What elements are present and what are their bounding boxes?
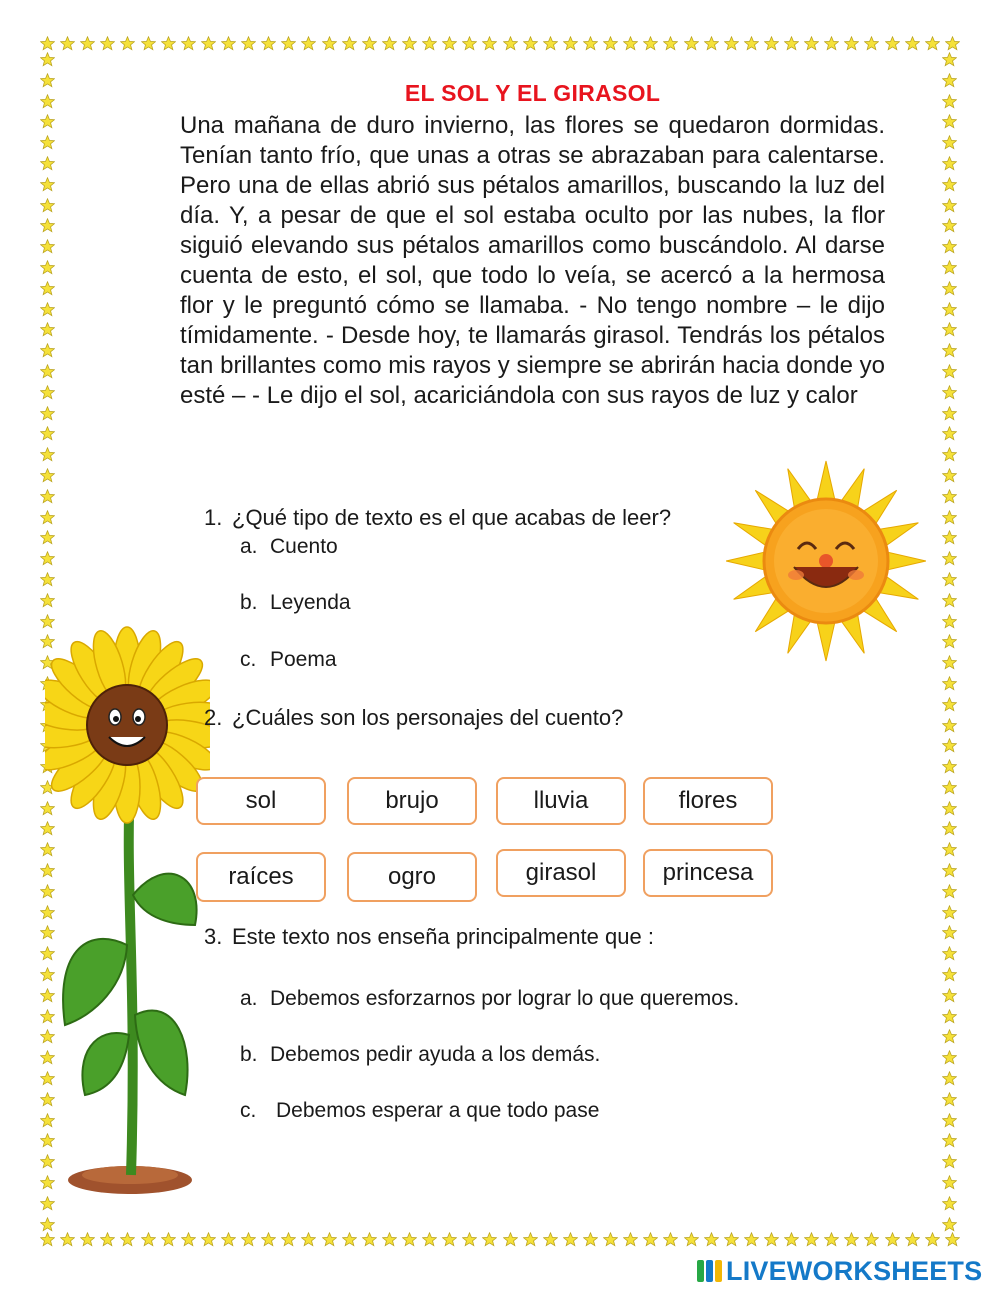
star-icon [322,36,337,51]
story-text: Una mañana de duro invierno, las flores se quedaron dormidas. Tenían tanto frío, que unas a otras se abrazaban para calentarse. Pero una de ellas abrió sus pétalos amarillos, buscando la luz del día. Y, a pesar de que el sol estaba oculto por las nubes, la flor siguió elevando sus pétalos amarillos como buscándolo. Al darse cuenta de esto, el sol, que todo lo veía, se acercó a la hermosa flor y le preguntó cómo se llamaba. - No tengo nombre – le dijo tímidamente. - Desde hoy, te llamarás girasol. Tendrás los pétalos tan brillantes como mis rayos y siempre se abrirán hacia donde yo esté – - Le dijo el sol, acariciándola con sus rayos de luz y calor [180,112,885,409]
star-icon [241,36,256,51]
star-icon [764,1232,779,1247]
star-icon [942,1071,957,1086]
star-icon [342,36,357,51]
star-icon [942,218,957,233]
q1-option-c[interactable] [240,648,337,672]
star-icon [942,156,957,171]
star-icon [942,676,957,691]
q3-option-c[interactable] [240,1099,599,1123]
star-icon [942,1175,957,1190]
star-icon [942,302,957,317]
option-text: Debemos esperar a que todo pase [276,1099,600,1122]
star-icon [942,406,957,421]
question-text: ¿Qué tipo de texto es el que acabas de leer? [232,505,672,530]
star-icon [942,925,957,940]
star-icon [40,468,55,483]
star-icon [764,36,779,51]
star-icon [942,447,957,462]
question-number: 1. [204,505,223,530]
star-icon [905,1232,920,1247]
star-icon [201,36,216,51]
star-icon [40,510,55,525]
star-icon [942,821,957,836]
star-icon [942,343,957,358]
star-icon [100,1232,115,1247]
star-icon [221,36,236,51]
choice-girasol[interactable]: girasol [496,849,626,897]
option-letter: b. [240,1043,258,1066]
star-icon [942,426,957,441]
star-icon [181,36,196,51]
star-icon [942,385,957,400]
star-icon [942,759,957,774]
star-icon [942,1050,957,1065]
star-icon [724,1232,739,1247]
star-icon [844,1232,859,1247]
star-icon [942,572,957,587]
star-icon [925,36,940,51]
question-2 [204,705,623,731]
star-icon [382,36,397,51]
star-icon [181,1232,196,1247]
star-icon [382,1232,397,1247]
star-icon [241,1232,256,1247]
star-icon [643,1232,658,1247]
star-icon [942,1092,957,1107]
star-icon [663,1232,678,1247]
star-icon [261,1232,276,1247]
star-icon [543,36,558,51]
star-icon [40,260,55,275]
option-text: Leyenda [270,591,351,614]
sunflower-icon [45,625,210,1200]
star-icon [482,1232,497,1247]
star-icon [40,593,55,608]
star-icon [942,697,957,712]
star-icon [942,884,957,899]
star-icon [942,364,957,379]
star-icon [40,218,55,233]
star-icon [864,1232,879,1247]
question-text: Este texto nos enseña principalmente que : [232,924,654,949]
q1-option-b[interactable] [240,591,351,615]
star-icon [704,36,719,51]
question-number: 2. [204,705,223,730]
star-icon [40,239,55,254]
star-icon [442,1232,457,1247]
star-icon [523,36,538,51]
star-icon [942,842,957,857]
star-icon [40,426,55,441]
star-icon [942,260,957,275]
star-icon [80,1232,95,1247]
star-icon [844,36,859,51]
star-icon [40,489,55,504]
star-icon [623,36,638,51]
star-icon [583,1232,598,1247]
star-icon [40,364,55,379]
star-icon [945,1232,960,1247]
star-icon [824,1232,839,1247]
star-icon [942,177,957,192]
star-icon [583,36,598,51]
star-icon [942,718,957,733]
star-icon [885,1232,900,1247]
star-icon [120,36,135,51]
star-icon [40,1217,55,1232]
star-icon [942,634,957,649]
page-title: EL SOL Y EL GIRASOL [404,80,661,106]
choice-brujo[interactable]: brujo [347,777,477,825]
star-icon [40,406,55,421]
star-icon [261,36,276,51]
star-icon [301,1232,316,1247]
star-icon [623,1232,638,1247]
star-icon [744,1232,759,1247]
star-icon [40,281,55,296]
star-icon [784,36,799,51]
star-icon [281,36,296,51]
star-icon [120,1232,135,1247]
option-text: Debemos esforzarnos por lograr lo que queremos. [270,987,740,1010]
star-icon [724,36,739,51]
star-icon [40,114,55,129]
star-icon [563,36,578,51]
star-icon [503,36,518,51]
star-icon [141,1232,156,1247]
star-icon [362,1232,377,1247]
star-icon [942,1154,957,1169]
star-icon [161,1232,176,1247]
star-icon [603,1232,618,1247]
star-icon [942,988,957,1003]
star-icon [942,135,957,150]
question-1 [204,505,671,531]
star-icon [362,36,377,51]
star-icon [503,1232,518,1247]
star-icon [942,946,957,961]
star-icon [221,1232,236,1247]
star-icon [905,36,920,51]
star-icon [40,156,55,171]
star-icon [40,572,55,587]
choice-sol[interactable]: sol [196,777,326,825]
option-text: Cuento [270,535,338,558]
star-icon [482,36,497,51]
q3-option-a[interactable] [240,987,739,1011]
q1-option-a[interactable] [240,535,338,559]
star-icon [40,530,55,545]
star-icon [40,177,55,192]
star-icon [40,322,55,337]
star-icon [40,302,55,317]
star-icon [462,1232,477,1247]
choice-ogro[interactable]: ogro [347,852,477,902]
star-icon [942,1009,957,1024]
option-text: Debemos pedir ayuda a los demás. [270,1043,601,1066]
option-letter: a. [240,987,258,1010]
choice-lluvia[interactable]: lluvia [496,777,626,825]
star-icon [942,114,957,129]
star-icon [942,655,957,670]
star-icon [40,198,55,213]
star-icon [40,52,55,67]
star-icon [523,1232,538,1247]
star-icon [643,36,658,51]
star-icon [942,281,957,296]
star-border-right [942,52,957,1232]
star-icon [942,1133,957,1148]
question-3 [204,924,654,950]
star-icon [744,36,759,51]
star-icon [942,905,957,920]
star-icon [942,738,957,753]
star-icon [942,863,957,878]
star-icon [442,36,457,51]
star-icon [942,593,957,608]
star-icon [563,1232,578,1247]
star-icon [942,52,957,67]
star-icon [942,94,957,109]
option-letter: a. [240,535,258,558]
star-icon [422,36,437,51]
star-icon [40,73,55,88]
star-icon [942,530,957,545]
star-icon [141,36,156,51]
brand[interactable] [697,1256,982,1286]
star-icon [322,1232,337,1247]
star-icon [942,322,957,337]
star-icon [543,1232,558,1247]
star-icon [942,468,957,483]
star-icon [100,36,115,51]
star-icon [40,551,55,566]
star-icon [663,36,678,51]
star-icon [342,1232,357,1247]
star-icon [885,36,900,51]
star-icon [864,36,879,51]
star-icon [60,36,75,51]
star-icon [281,1232,296,1247]
star-icon [824,36,839,51]
star-icon [402,1232,417,1247]
star-icon [942,510,957,525]
star-icon [942,489,957,504]
star-icon [942,239,957,254]
option-text: Poema [270,648,337,671]
question-text: ¿Cuáles son los personajes del cuento? [232,705,624,730]
star-border-bottom [40,1232,960,1247]
star-icon [60,1232,75,1247]
star-icon [942,614,957,629]
star-icon [402,36,417,51]
star-icon [942,73,957,88]
star-icon [704,1232,719,1247]
star-icon [942,801,957,816]
choice-princesa[interactable]: princesa [643,849,773,897]
star-icon [40,343,55,358]
star-icon [201,1232,216,1247]
star-icon [942,967,957,982]
star-icon [684,36,699,51]
option-letter: b. [240,591,258,614]
star-icon [80,36,95,51]
choice-raices[interactable]: raíces [196,852,326,902]
star-icon [462,36,477,51]
star-icon [942,1113,957,1128]
option-letter: c. [240,1099,257,1122]
star-icon [942,198,957,213]
star-icon [942,780,957,795]
star-icon [942,1196,957,1211]
star-icon [40,36,55,51]
sun-icon [726,447,926,675]
star-icon [40,94,55,109]
star-border-top [40,36,960,51]
star-icon [804,36,819,51]
star-icon [603,36,618,51]
star-icon [942,1217,957,1232]
star-icon [40,135,55,150]
star-icon [40,447,55,462]
q3-option-b[interactable] [240,1043,600,1067]
star-icon [161,36,176,51]
choice-flores[interactable]: flores [643,777,773,825]
option-letter: c. [240,648,257,671]
star-icon [942,551,957,566]
liveworksheets-logo-icon [697,1258,723,1284]
star-icon [925,1232,940,1247]
question-number: 3. [204,924,223,949]
star-icon [804,1232,819,1247]
star-icon [784,1232,799,1247]
star-icon [301,36,316,51]
star-icon [40,385,55,400]
brand-name: LIVEWORKSHEETS [726,1255,983,1286]
star-icon [942,1029,957,1044]
star-icon [40,1232,55,1247]
star-icon [945,36,960,51]
star-icon [684,1232,699,1247]
star-icon [422,1232,437,1247]
